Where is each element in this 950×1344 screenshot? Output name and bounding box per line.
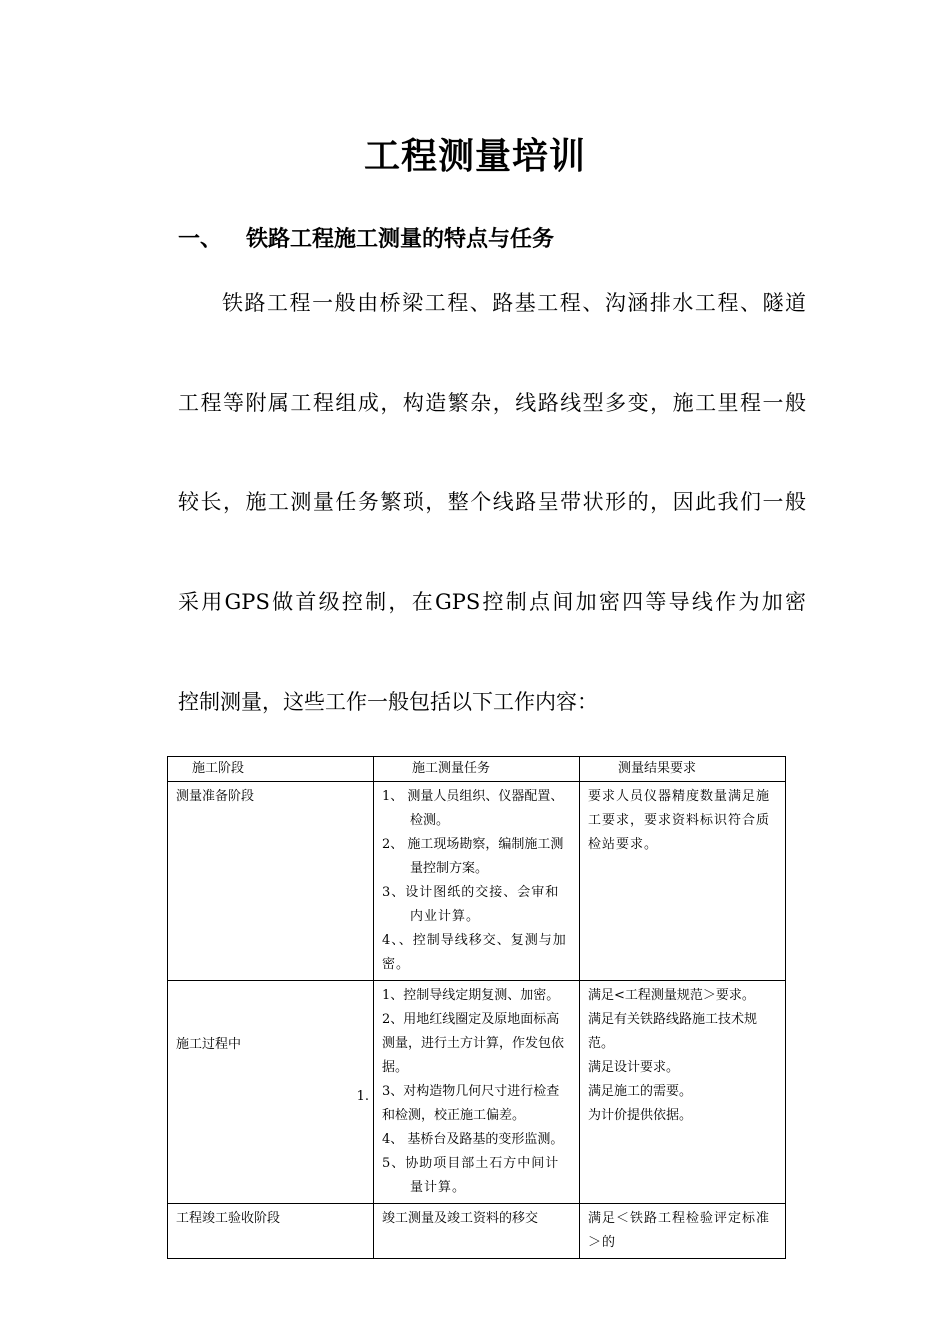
tasks-cell: 竣工测量及竣工资料的移交 xyxy=(374,1204,580,1259)
paragraph-line: 采用GPS做首级控制，在GPS控制点间加密四等导线作为加密 xyxy=(178,590,806,614)
section-heading xyxy=(178,222,554,253)
requirement-item: 满足施工的需要。 xyxy=(588,1084,693,1099)
table-row xyxy=(168,981,786,1204)
stage-cell: 测量准备阶段 xyxy=(168,782,374,981)
task-item: 5、协助项目部土石方中间计量计算。 xyxy=(382,1156,560,1195)
table-row xyxy=(168,1204,786,1259)
column-header-stage: 施工阶段 xyxy=(168,757,374,782)
requirements-cell xyxy=(580,981,786,1204)
task-item: 2、用地红线圈定及原地面标高测量，进行土方计算，作发包依据。 xyxy=(382,1012,565,1075)
paragraph-line: 控制测量，这些工作一般包括以下工作内容： xyxy=(178,690,598,714)
task-item: 1、 测量人员组织、仪器配置、检测。 xyxy=(382,789,564,828)
column-header-tasks: 施工测量任务 xyxy=(374,757,580,782)
requirement-item: 满足有关铁路线路施工技术规范。 xyxy=(588,1012,758,1051)
paragraph-line: 工程等附属工程组成，构造繁杂，线路线型多变，施工里程一般 xyxy=(178,391,806,415)
stage-label: 施工过程中 xyxy=(176,1037,242,1052)
section-title: 铁路工程施工测量的特点与任务 xyxy=(246,226,555,252)
task-item: 2、 施工现场勘察，编制施工测量控制方案。 xyxy=(382,837,564,876)
document-title: 工程测量培训 xyxy=(363,135,586,177)
task-item: 3、对构造物几何尺寸进行检查和检测，校正施工偏差。 xyxy=(382,1084,560,1123)
requirement-item: 满足<工程测量规范＞要求。 xyxy=(588,988,755,1003)
survey-task-table xyxy=(167,756,786,1259)
tasks-cell xyxy=(374,782,580,981)
requirement-item: 为计价提供依据。 xyxy=(588,1108,693,1123)
section-number: 一、 xyxy=(178,226,223,252)
list-marker: 1. xyxy=(356,1089,369,1104)
task-item: 4、 基桥台及路基的变形监测。 xyxy=(382,1132,564,1147)
stage-cell: 工程竣工验收阶段 xyxy=(168,1204,374,1259)
paragraph-line: 较长，施工测量任务繁琐，整个线路呈带状形的，因此我们一般 xyxy=(178,490,806,514)
task-item: 4、、控制导线移交、复测与加密。 xyxy=(382,933,567,972)
requirements-cell: 满足＜铁路工程检验评定标准＞的 xyxy=(580,1204,786,1259)
requirement-item: 满足设计要求。 xyxy=(588,1060,680,1075)
table-row xyxy=(168,782,786,981)
table-header-row xyxy=(168,757,786,782)
task-item: 3、设计图纸的交接、会审和内业计算。 xyxy=(382,885,560,924)
stage-cell xyxy=(168,981,374,1204)
paragraph-line: 铁路工程一般由桥梁工程、路基工程、沟涵排水工程、隧道 xyxy=(222,291,806,315)
requirements-cell xyxy=(580,782,786,981)
requirement-item: 要求人员仪器精度数量满足施工要求，要求资料标识符合质检站要求。 xyxy=(588,789,771,852)
tasks-cell xyxy=(374,981,580,1204)
task-item: 1、控制导线定期复测、加密。 xyxy=(382,988,560,1003)
column-header-requirements: 测量结果要求 xyxy=(580,757,786,782)
